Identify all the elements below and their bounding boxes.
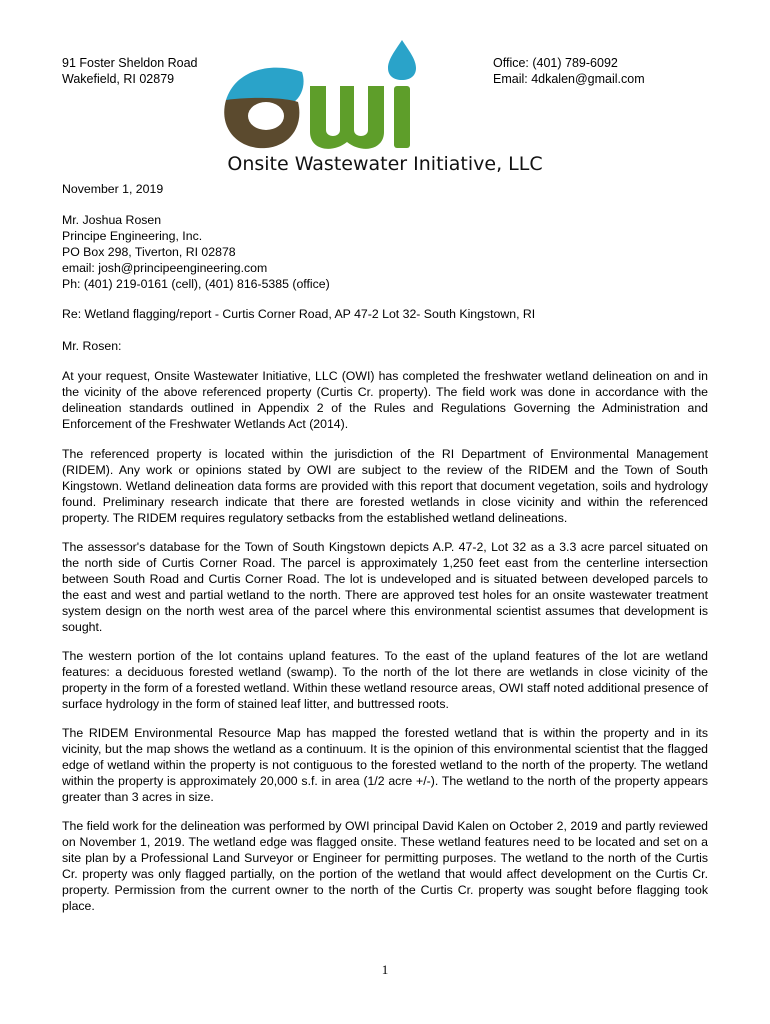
recipient-phone: Ph: (401) 219-0161 (cell), (401) 816-5385 (office) <box>62 277 330 291</box>
owi-logo <box>214 38 444 158</box>
logo-w <box>310 86 384 149</box>
logo-i-dot <box>388 40 416 80</box>
office-phone: Office: (401) 789-6092 <box>493 56 618 70</box>
paragraph-4: The western portion of the lot contains upland features. To the east of the upland features of the lot are wetland features: a deciduous forested wetland (swamp). To the north of the lot there are wetlands in close vicinity of the property in the form of a forested wetland. Within these wetland resource areas, OWI staff noted additional presence of surface hydrology in the form of stained leaf litter, and buttressed roots. <box>62 649 708 711</box>
paragraph-2: The referenced property is located within the jurisdiction of the RI Department of Environmental Management (RIDEM). Any work or opinions stated by OWI are subject to the review of the RIDEM and the Town of South Kingstown. Wetland delineation data forms are provided with this report that document vegetation, soils and hydrology found. Preliminary research indicate that there are forested wetlands in close vicinity and within the referenced property. The RIDEM requires regulatory setbacks from the established wetland delineations. <box>62 447 708 525</box>
recipient-block <box>62 212 708 292</box>
re-line: Re: Wetland flagging/report - Curtis Corner Road, AP 47-2 Lot 32- South Kingstown, RI <box>62 307 536 321</box>
paragraph-5: The RIDEM Environmental Resource Map has mapped the forested wetland that is within the property and in its vicinity, but the map shows the wetland as a continuum. It is the opinion of this environmental scientist that the flagged edge of wetland within the property is not contiguous to the forested wetland to the north of the property. The wetland within the property is approximately 20,000 s.f. in area (1/2 acre +/-). The wetland to the north of the property appears greater than 3 acres in size. <box>62 726 708 804</box>
recipient-address: PO Box 298, Tiverton, RI 02878 <box>62 245 236 259</box>
logo-i-stem <box>394 86 410 148</box>
page-number: 1 <box>381 962 389 977</box>
sender-address <box>62 55 198 87</box>
sender-contact <box>493 55 645 87</box>
letter-date: November 1, 2019 <box>62 182 164 196</box>
company-name: Onsite Wastewater Initiative, LLC <box>227 153 543 175</box>
salutation: Mr. Rosen: <box>62 339 122 353</box>
address-line-2: Wakefield, RI 02879 <box>62 72 175 86</box>
recipient-name: Mr. Joshua Rosen <box>62 213 162 227</box>
recipient-company: Principe Engineering, Inc. <box>62 229 203 243</box>
email-address: Email: 4dkalen@gmail.com <box>493 72 645 86</box>
address-line-1: 91 Foster Sheldon Road <box>62 56 198 70</box>
recipient-email: email: josh@principeengineering.com <box>62 261 268 275</box>
logo-o-hole <box>248 102 284 130</box>
paragraph-6: The field work for the delineation was performed by OWI principal David Kalen on October 2, 2019 and partly reviewed on November 1, 2019. The wetland edge was flagged onsite. These wetland features need to be located and set on a site plan by a Professional Land Surveyor or Engineer for permitting purposes. The wetland to the north of the Curtis Cr. property was only flagged partially, on the portion of the wetland that would affect development on the Curtis Cr. property. Permission from the current owner to the north of the Curtis Cr. property was sought before flagging took place. <box>62 819 708 913</box>
paragraph-1: At your request, Onsite Wastewater Initiative, LLC (OWI) has completed the freshwater wetland delineation on and in the vicinity of the above referenced property (Curtis Cr. property). The field work was done in accordance with the delineation standards outlined in Appendix 2 of the Rules and Regulations Governing the Administration and Enforcement of the Freshwater Wetlands Act (2014). <box>62 369 708 431</box>
logo-o-top <box>226 68 304 102</box>
paragraph-3: The assessor's database for the Town of South Kingstown depicts A.P. 47-2, Lot 32 as a 3.3 acre parcel situated on the north side of Curtis Corner Road. The parcel is approximately 1,250 feet east from the centerline intersection between South Road and Curtis Corner Road. The lot is undeveloped and is situated between developed parcels to the east and west and partial wetland to the north. There are approved test holes for an onsite wastewater treatment system design on the north west area of the parcel where this environmental scientist assumes that development is sought. <box>62 540 708 634</box>
